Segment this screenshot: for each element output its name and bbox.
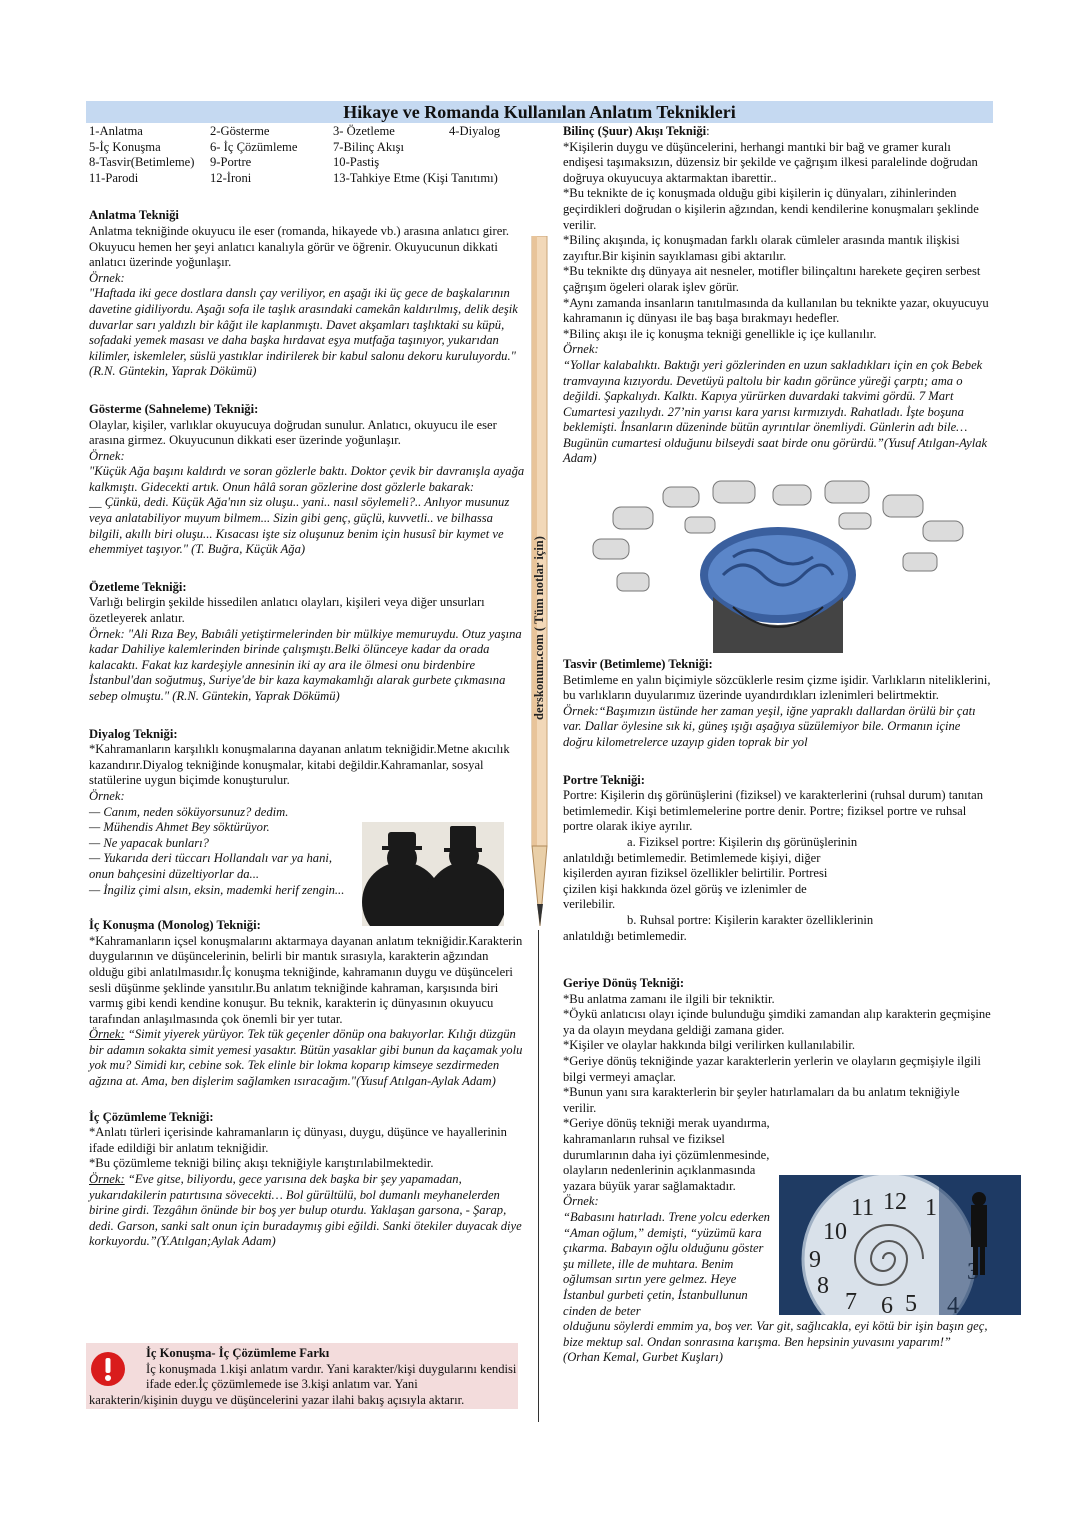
example-text: “Simit yiyerek yürüyor. Tek tük geçenler dönüp ona bakıyorlar. Kılığı düzgün bir adamın sokakta simit yemesi yasaktır. Bütün yasaklar gibi bunun da kaçamak yolu yok mu? Simidi kır, cebine sok. Tek elinle bir lokma koparıp kimseye sezdirmeden ağzına at. Ama, ben dişlerim sağlamken ısıracağım."(Yusuf Atılgan-Aylak Adam) xyxy=(89,1027,523,1089)
example-label: Örnek: xyxy=(89,788,125,803)
section-anlatma xyxy=(89,208,525,380)
section-heading: Bilinç (Şuur) Akışı Tekniği xyxy=(563,124,707,138)
warning-icon xyxy=(90,1351,126,1387)
bullet-item: *Bu teknikte de iç konuşmada olduğu gibi kişilerin iç dünyaları, zihinlerinden geçirdikleri doğrudan o kişilerin ağzından, kendi kendilerine konuşmaları şeklinde verilir. xyxy=(563,186,979,232)
clock-number: 7 xyxy=(845,1289,857,1315)
clock-number: 10 xyxy=(823,1219,847,1245)
section-heading: Tasvir (Betimleme) Tekniği: xyxy=(563,657,713,671)
bullet-item: *Aynı zamanda insanların tanıtılmasında da kullanılan bu teknikte yazar, okuyucuyu kahramanın iç dünyası ile baş başa bırakmayı hedefler. xyxy=(563,295,989,326)
section-heading: Geriye Dönüş Tekniği: xyxy=(563,976,685,991)
section-body: Betimleme en yalın biçimiyle sözcüklerle resim çizme işidir. Varlıkların niteliklerini, bu varlıkların duyularımız üzerinde uyandırdıkları izlenimleri belirtmektir. xyxy=(563,672,991,703)
section-portre xyxy=(563,773,993,945)
example-text: olduğunu söylerdi emmim ya, boş ver. Var git, sağlıcakla, eyi kötü bir işin başın geç, bize mektup sal. Ondan sonrasına karışma. Ben hepsinin yuvasını yaparım!” xyxy=(563,1319,988,1349)
technique-item: 1-Anlatma xyxy=(89,124,143,138)
right-column xyxy=(563,124,993,481)
subsection-title: a. Fiziksel portre: Kişilerin dış görünüşlerinin xyxy=(627,834,858,849)
heading-suffix: : xyxy=(706,124,710,138)
example-text: "Haftada iki gece dostlara danslı çay veriliyor, en aşağı iki üç gece de başkalarının davetine gidiliyordu. Aşağı sofa ile taşlık arasındaki camekân kaldırılmış, delik deşik duvarlar sarı yaldızlı bir kâğıt ile kaplanmıştı. Davet akşamları taşlıktaki su küpü, sofadaki yemek masası ve daha başka hırdavat eşya mutfağa taşınıyor, yukarıdan kilimler, iskemleler, süslü yastıklar indirilerek bir kabul salonu dekoru kuruluyordu." (R.N. Güntekin, Yaprak Dökümü) xyxy=(89,286,518,379)
bullet-item: *Bilinç akışında, iç konuşmadan farklı olarak cümleler arasında mantık ilişkisi zayıftır.Bir kişinin sayıklaması gibi aktarılır. xyxy=(563,233,960,263)
clock-number: 6 xyxy=(881,1293,893,1315)
brain-illustration xyxy=(573,477,986,653)
technique-item: 9-Portre xyxy=(210,155,252,170)
example-label: Örnek: xyxy=(89,270,125,285)
bullet-item: *Bunun yanı sıra karakterlerin bir şeyler hatırlamaları da bu anlatım tekniğiyle verilir. xyxy=(563,1085,960,1115)
technique-item: 13-Tahkiye Etme (Kişi Tanıtımı) xyxy=(333,170,498,185)
section-body: *Kahramanların içsel konuşmalarını aktarmaya dayanan anlatım tekniğidir.Karakterin duygularının ve düşüncelerinin, belirli bir mantık sırasıyla, karakterin ağzından olduğu gibi anlatılmasıdır.İç konuşma tekniğinde, kahramanın duygu ve düşünceleri sesli düşünme şeklinde yansıtılır.Bu anlatım tekniğinde kahraman, karşısında biri varmış gibi kendi kendine konuşur. Bu teknik, karakterin iç dünyasının okuyucu tarafından anlaşılmasında çok önemli bir yer tutar. xyxy=(89,933,523,1026)
dialog-line: — Canım, neden söküyorsunuz? dedim. xyxy=(89,804,289,819)
section-body: Olaylar, kişiler, varlıklar okuyucuya doğrudan sunulur. Anlatıcı, okuyucu ile eser arasına girmez. Okuyucunun dikkati eser üzerinde yoğunlaşır. xyxy=(89,417,497,448)
note-content xyxy=(146,1346,518,1393)
example-label: Örnek: xyxy=(563,1194,599,1209)
note-heading: İç Konuşma- İç Çözümleme Farkı xyxy=(146,1346,330,1360)
section-gosterme xyxy=(89,402,525,558)
example-label: Örnek: xyxy=(563,342,599,357)
technique-item: 2-Gösterme xyxy=(210,124,270,138)
section-body: Portre: Kişilerin dış görünüşlerini (fiziksel) ve karakterlerini (ruhsal durum) tanıtan betimlemedir. Kişi betimlemelerine portre denir. Portre; fiziksel portre ve ruhsal portre olarak ikiye ayrılır. xyxy=(563,788,984,834)
section-body: Varlığı belirgin şekilde hissedilen anlatıcı olayları, kişileri veya diğer unsurları özetleyerek anlatır. xyxy=(89,595,485,626)
section-body: *Anlatı türleri içerisinde kahramanların iç dünyası, duygu, düşünce ve hayallerinin ifade edildiği bir anlatım tekniğidir. xyxy=(89,1125,507,1155)
bullet-item: *Geriye dönüş tekniği merak uyandırma, kahramanların ruhsal ve fiziksel durumlarının daha iyi çözümlenmesinde, olayların nedenlerinin açıklanmasında yazara büyük yarar sağlamaktadır. xyxy=(563,1116,770,1193)
section-body: *Bu çözümleme tekniği bilinç akışı tekniğiyle karıştırılabilmektedir. xyxy=(89,1156,434,1171)
section-ozetleme xyxy=(89,580,525,705)
dialog-line: — Mühendis Ahmet Bey söktürüyor. xyxy=(89,820,270,835)
technique-list xyxy=(89,124,500,186)
bullet-item: *Bilinç akışı ile iç konuşma tekniği genellikle iç içe kullanılır. xyxy=(563,326,877,341)
bullet-item: *Öykü anlatıcısı olayı içinde bulunduğu şimdiki zamandan alıp karakterin geçmişine ya da olayın meydana geldiği zamana gider. xyxy=(563,1007,991,1037)
clock-number: 5 xyxy=(905,1291,917,1315)
clock-number: 12 xyxy=(883,1189,907,1215)
clock-number: 11 xyxy=(851,1195,875,1221)
section-heading: Anlatma Tekniği xyxy=(89,208,179,223)
section-body: *Kahramanların karşılıklı konuşmalarına dayanan anlatım tekniğidir.Metne akıcılık kazandırır.Diyalog tekniğinde konuşmalar, kitabi değildir.Kahramanlar, sosyal statülerine uygun biçimde konuşturulur. xyxy=(89,742,510,788)
clock-illustration xyxy=(779,1175,1021,1315)
dialog-line: — Yukarıda deri tüccarı Hollandalı var ya hani, onun bahçesini düzeltiyorlar da... xyxy=(89,851,333,881)
section-heading: İç Konuşma (Monolog) Tekniği: xyxy=(89,918,261,933)
example-text: Örnek: "Ali Rıza Bey, Babıâli yetiştirmelerinden bir mülkiye memuruydu. Otuz yaşına kadar Dahiliye kalemlerinden birinde çalışmıştı.Belki ölünceye kadar da orada kalacaktı. Fakat kız kardeşiyle annesinin iki ay ara ile ölmesi onu birdenbire İstanbul'dan soğutmuş, Suriye'de bir kaza kaymakamlığı alarak gurbete çıkmasına sebep olmuştu." (R.N. Güntekin, Yaprak Dökümü) xyxy=(89,626,522,703)
note-body: İç konuşmada 1.kişi anlatım vardır. Yani karakter/kişi duygularını kendisi ifade eder.İç çözümlemede ise 3.kişi anlatım var. Yani xyxy=(146,1361,517,1392)
bullet-item: *Kişiler ve olaylar hakkında bilgi verilirken kullanılabilir. xyxy=(563,1038,856,1053)
bullet-item: *Geriye dönüş tekniğinde yazar karakterlerin yerlerin ve olayların geçmişiyle ilgili bilgi vermeyi amaçlar. xyxy=(563,1054,981,1084)
section-ic-konusma xyxy=(89,918,525,1090)
section-bilinc xyxy=(563,124,993,467)
technique-item: 8-Tasvir(Betimleme) xyxy=(89,155,195,170)
technique-item: 10-Pastiş xyxy=(333,155,380,170)
subsection-title: b. Ruhsal portre: Kişilerin karakter özelliklerinin xyxy=(627,912,874,927)
dialog-line: — İngiliz çimi alsın, eksin, mademki herif zengin... xyxy=(89,882,345,897)
section-tasvir xyxy=(563,657,993,751)
clock-number: 1 xyxy=(925,1195,937,1221)
dialog-line: — Ne yapacak bunları? xyxy=(89,835,209,850)
example-label: Örnek: xyxy=(89,448,125,463)
note-continuation xyxy=(89,1393,519,1409)
bullet-item: *Kişilerin duygu ve düşüncelerini, herhangi mantıki bir bağ ve gramer kuralı endişesi taşımaksızın, düzensiz bir şekilde ve çağrışım ilkesi paralelinde doğrudan doğruya okuyucuya aktarmaktan ibarettir.. xyxy=(563,139,978,185)
example-text: __ Çünkü, dedi. Küçük Ağa'nın siz oluşu.. yani.. nasıl söylemeli?.. Anlıyor musunuz veya anlatabiliyor muyum bilmem... Sizin gibi genç, güçlü, kuvvetli.. ve bilhassa bilgili, akıllı biri oluşu... Kısacası işte siz oluşunuz benim için hususî bir kıymet ve ehemmiyet taşıyor." (T. Buğra, Küçük Ağa) xyxy=(89,495,510,557)
section-body: anlatıldığı betimlemedir. xyxy=(563,928,687,943)
bullet-item: *Bu teknikte dış dünyaya ait nesneler, motifler bilinçaltını harekete geçiren serbest çağrışım ögeleri olarak işlev görür. xyxy=(563,264,981,294)
section-body: Anlatma tekniğinde okuyucu ile eser (romanda, hikayede vb.) arasına anlatıcı girer. Okuyucu hemen her şeyi anlatıcı kanalıyla görür ve öğrenir. Okuyucunun dikkati anlatıcı üzerinde yoğunlaşır. xyxy=(89,223,509,270)
technique-item: 7-Bilinç Akışı xyxy=(333,139,405,154)
example-label: Örnek: xyxy=(89,1027,125,1042)
page-title: Hikaye ve Romanda Kullanılan Anlatım Teknikleri xyxy=(86,101,993,123)
section-heading: İç Çözümleme Tekniği: xyxy=(89,1109,214,1124)
watermark-text: derskonum.com ( Tüm notlar için) xyxy=(532,536,546,720)
technique-item: 12-İroni xyxy=(210,170,252,185)
column-divider xyxy=(538,930,539,1422)
technique-item: 6- İç Çözümleme xyxy=(210,139,298,154)
section-body: anlatıldığı betimlemedir. Betimlemede kişiyi, diğer kişilerden ayıran fiziksel özellikler belirtilir. Portresi çizilen kişi hakkında özel görüş ve izlenimler de verilebilir. xyxy=(563,850,828,912)
clock-number: 9 xyxy=(809,1247,821,1273)
example-text: “Eve gitse, biliyordu, gece yarısına dek başka bir şey yapamadan, yukarıdakilerin patırtısına sövecekti… Bol gürültülü, bol dumanlı meyhanelerden birine girdi. Tezgâhın önünde bir boş yer bulup oturdu. Yaklaşan garsona, - Şarap, dedi. Garson, sanki salt onun için buradaymış gibi eğildi. Sanki ötekiler duyacak diye korkuyordu.”(Y.Atılgan;Aylak Adam) xyxy=(89,1172,522,1249)
example-text: “Babasını hatırladı. Trene yolcu ederken “Aman oğlum,” demişti, “yüzümü kara çıkarma. Babayın oğlu olduğunu göster şu millete, ille de muhtara. Benim oğlumsan sırtın yere gelmez. Heye İstanbul gurbeti çetin, İstanbullunun cinden de beter xyxy=(563,1210,770,1318)
example-text: “Yollar kalabalıktı. Baktığı yeri gözlerinden en uzun sakladıkları için en çok Bebek tramvayına kızıyordu. Devetüyü paltolu bir kadın görünce yüreği çarptı; ama o değildi. Şapkalıydı. Kalktı. Kapıya yürürken duvardaki takvimi gördü. 7 Mart Cumartesi yazılıydı. 27’nin yarısı kara yarısı kırmızıydı. Rahatladı. İşte boşuna beklemişti. İnsanların düzeninde bütün ayrıntılar önemliydi. Günlerin adı bile… Bugünün cumartesi olduğunu bilseydi saat birde onu görürdü.”(Yusuf Atılgan-Aylak Adam) xyxy=(563,357,988,466)
bullet-item: *Bu anlatma zamanı ile ilgili bir tekniktir. xyxy=(563,991,775,1006)
section-heading: Gösterme (Sahneleme) Tekniği: xyxy=(89,401,259,416)
note-body: karakterin/kişinin duygu ve düşüncelerini yazar ilahi bakış açısıyla aktarır. xyxy=(89,1393,465,1407)
technique-item: 3- Özetleme xyxy=(333,124,395,138)
dialog-silhouette-image xyxy=(362,822,504,926)
section-heading: Portre Tekniği: xyxy=(563,772,645,787)
section-ic-cozumleme xyxy=(89,1110,525,1250)
technique-item: 4-Diyalog xyxy=(449,124,501,138)
technique-item: 11-Parodi xyxy=(89,170,139,185)
example-source: (Orhan Kemal, Gurbet Kuşları) xyxy=(563,1350,723,1365)
section-heading: Özetleme Tekniği: xyxy=(89,579,187,594)
example-text: Örnek:“Başımızın üstünde her zaman yeşil, iğne yapraklı dallardan örülü bir çatı var. Dallar öylesine sık ki, güneş ışığı aşağıya süzülemiyor bile. Ormanın içine doğru kilometrelerce uzayıp giden toprak bir yol xyxy=(563,703,976,749)
clock-number: 8 xyxy=(817,1273,829,1299)
example-text: "Küçük Ağa başını kaldırdı ve soran gözlerle baktı. Doktor çevik bir davranışla ayağa kalkmıştı. Gidecekti artık. Onun hâlâ soran gözlerine dost gözlerle bakarak: xyxy=(89,464,525,494)
technique-item: 5-İç Konuşma xyxy=(89,139,161,154)
left-column xyxy=(89,124,525,1264)
section-heading: Diyalog Tekniği: xyxy=(89,726,178,741)
example-label: Örnek: xyxy=(89,1172,125,1187)
